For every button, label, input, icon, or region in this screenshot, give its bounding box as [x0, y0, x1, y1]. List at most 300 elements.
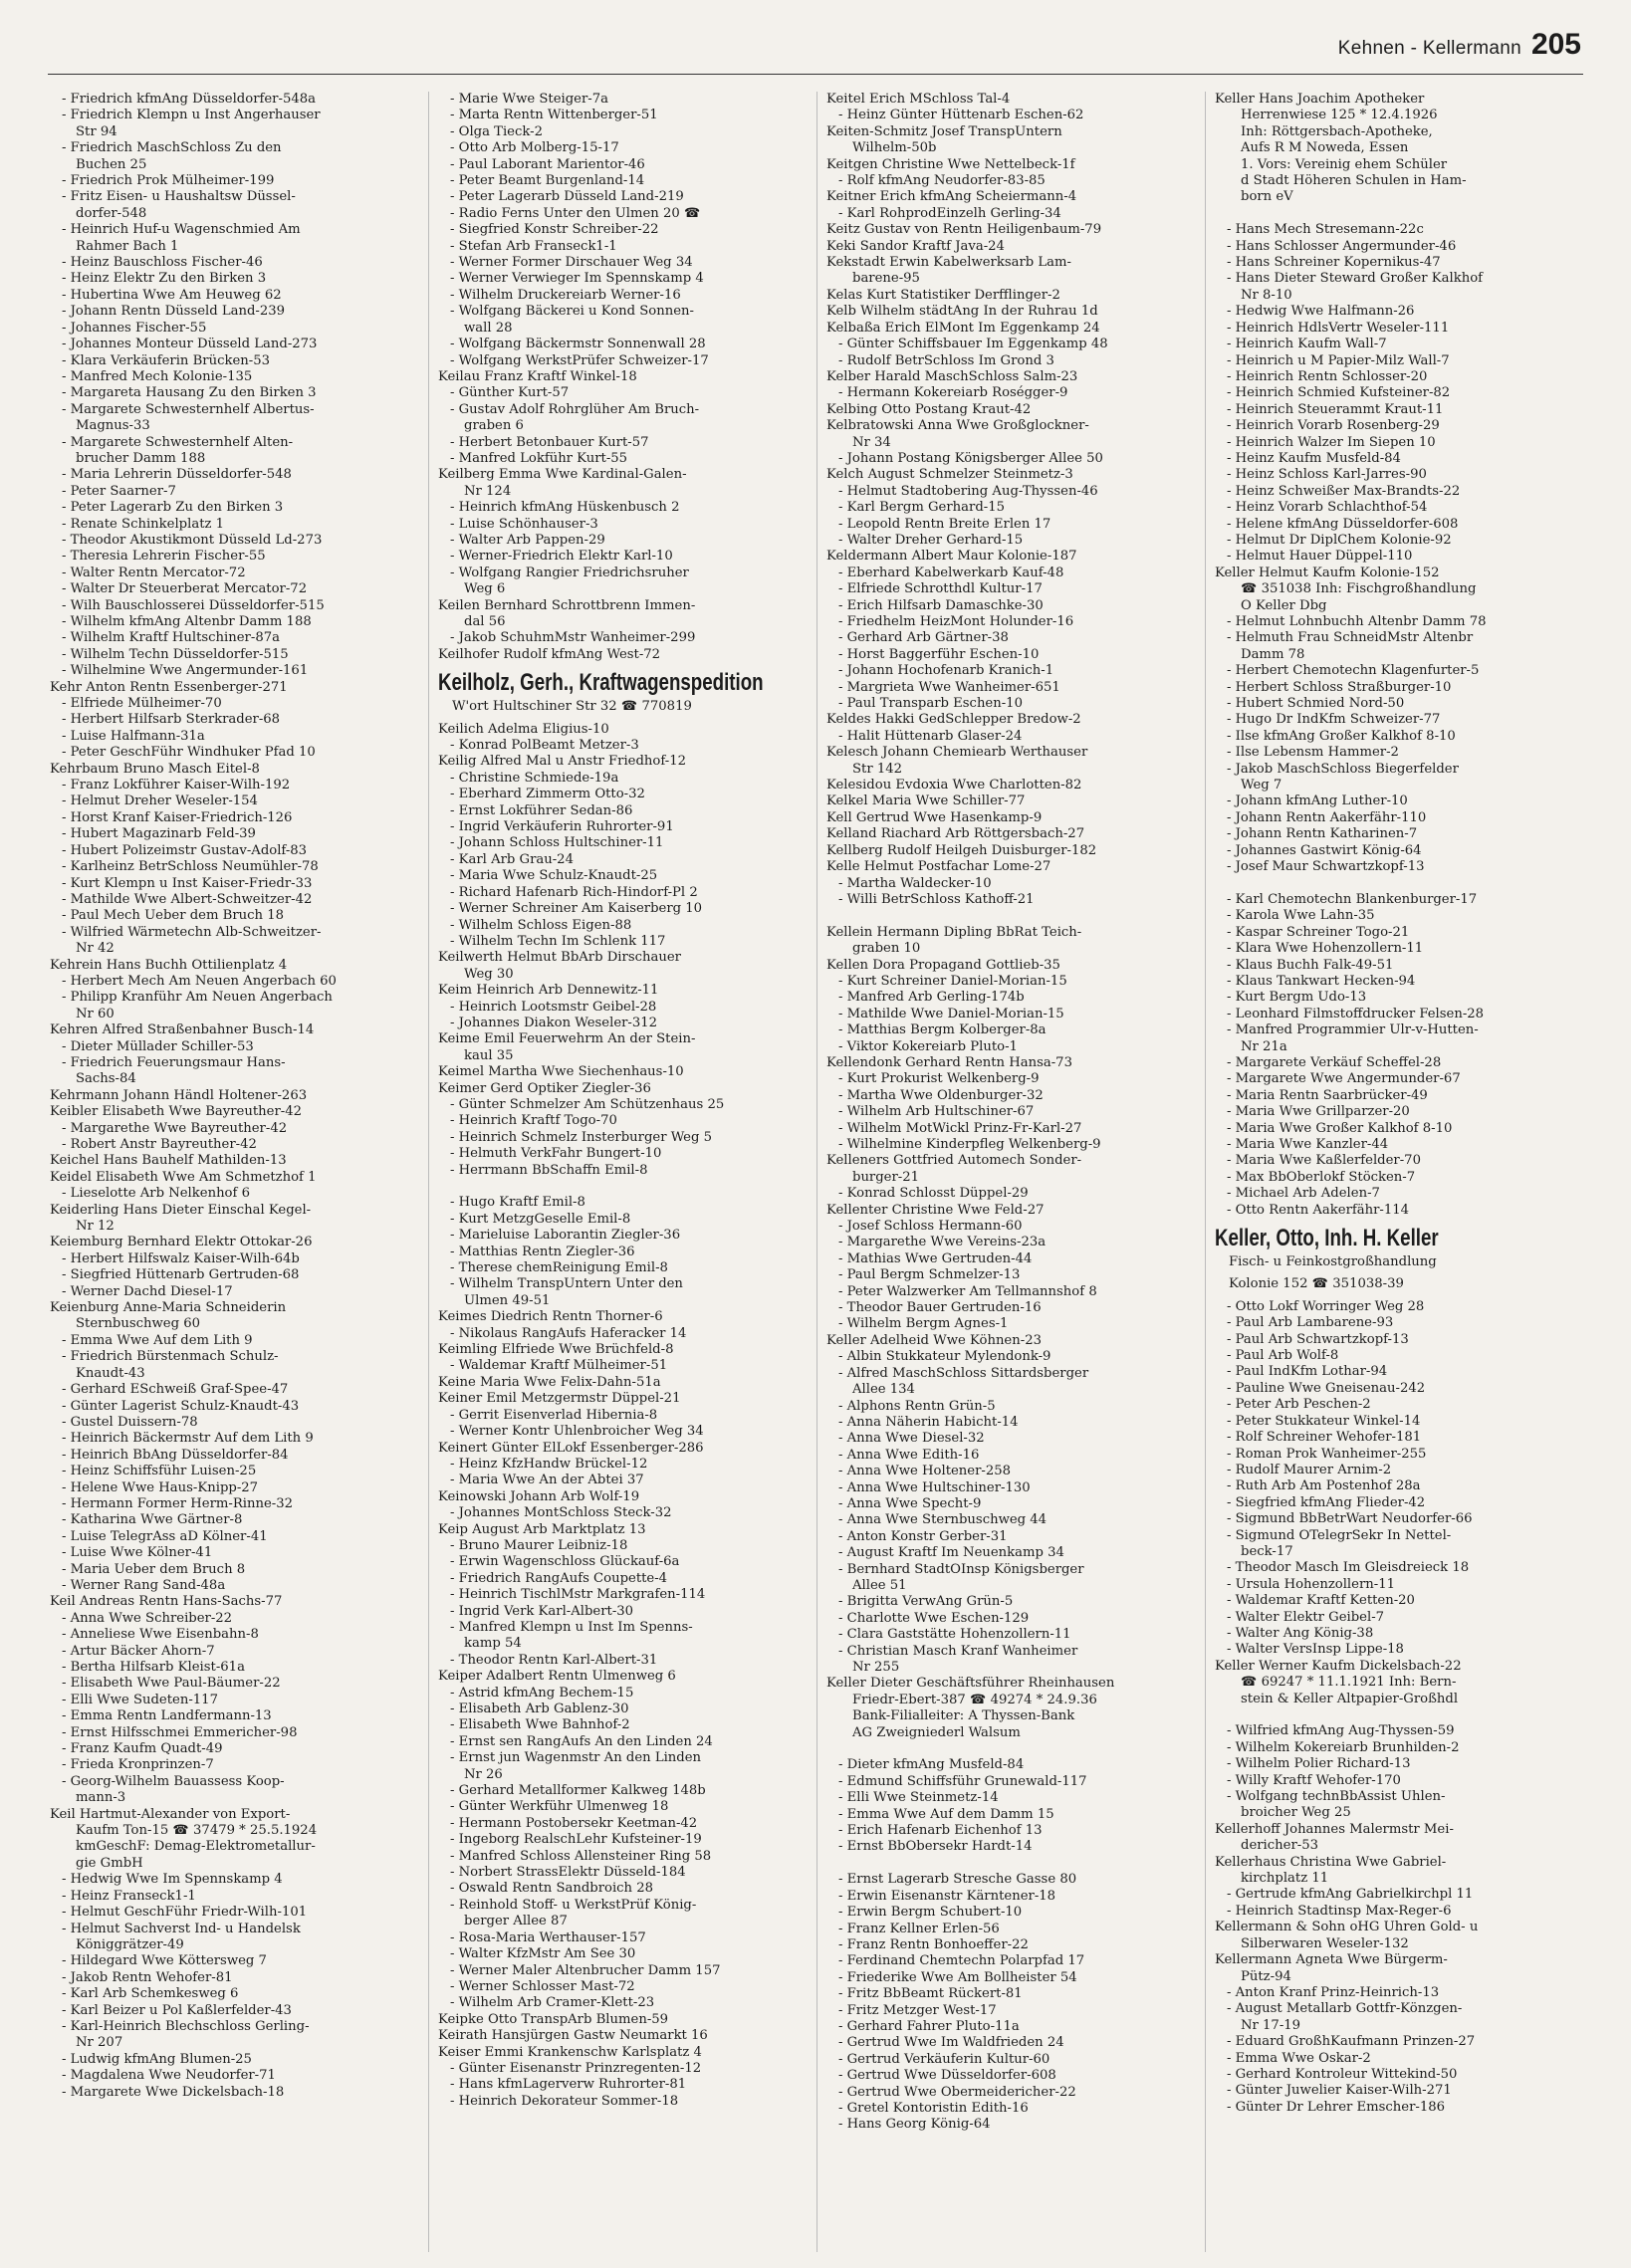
directory-subentry: - Jakob SchuhmMstr Wanheimer-299: [450, 630, 696, 646]
directory-subentry: - Wilhelm MotWickl Prinz-Fr-Karl-27: [838, 1120, 1082, 1136]
entry-continuation: dal 56: [464, 614, 506, 629]
directory-subentry: - Günter Dr Lehrer Emscher-186: [1227, 2099, 1446, 2115]
directory-subentry: - Gertrud Wwe Im Waldfrieden 24: [838, 2035, 1064, 2051]
header-name-range: Kehnen - Kellermann: [1337, 38, 1521, 59]
directory-subentry: - Rosa-Maria Werthauser-157: [450, 1929, 646, 1945]
directory-subentry: - Mathilde Wwe Daniel-Morian-15: [838, 1006, 1064, 1021]
directory-subentry: - Karl Bergm Gerhard-15: [838, 500, 1005, 516]
directory-subentry: - Robert Anstr Bayreuther-42: [62, 1137, 257, 1152]
directory-subentry: - Hans kfmLagerverw Ruhrorter-81: [450, 2077, 687, 2093]
directory-subentry: - Walter Rentn Mercator-72: [62, 565, 246, 580]
entry-continuation: Rahmer Bach 1: [76, 238, 179, 254]
directory-subentry: - Martha Wwe Oldenburger-32: [838, 1087, 1044, 1103]
directory-subentry: - Siegfried Konstr Schreiber-22: [450, 222, 659, 238]
directory-subentry: - Elli Wwe Sudeten-117: [62, 1692, 218, 1707]
directory-subentry: - Ingrid Verk Karl-Albert-30: [450, 1603, 634, 1619]
directory-subentry: - Manfred Schloss Allensteiner Ring 58: [450, 1848, 712, 1864]
directory-subentry: - Viktor Kokereiarb Pluto-1: [838, 1038, 1018, 1054]
directory-subentry: - Waldemar Kraftf Mülheimer-51: [450, 1358, 668, 1374]
directory-subentry: - Maria Lehrerin Düsseldorfer-548: [62, 467, 292, 483]
directory-subentry: - Anna Näherin Habicht-14: [838, 1414, 1019, 1430]
directory-subentry: - Wolfgang technBbAssist Uhlen-: [1227, 1789, 1446, 1805]
directory-subentry: - Peter Beamt Burgenland-14: [450, 173, 645, 189]
entry-continuation: ☎ 351038 Inh: Fischgroßhandlung: [1241, 581, 1477, 597]
directory-subentry: - Herbert Mech Am Neuen Angerbach 60: [62, 973, 337, 989]
entry-continuation: Allee 134: [852, 1382, 915, 1398]
entry-continuation: gie GmbH: [76, 1855, 143, 1871]
directory-subentry: - Wilhelm Arb Cramer-Klett-23: [450, 1995, 655, 2011]
entry-spacer: [438, 1179, 807, 1195]
directory-subentry: - Helmut Sachverst Ind- u Handelsk: [62, 1921, 301, 1936]
directory-entry: Kellermann Agneta Wwe Bürgerm-: [1215, 1952, 1448, 1968]
directory-entry: Keienburg Anne-Maria Schneiderin: [50, 1300, 287, 1316]
directory-subentry: - Helmut Lohnbuchh Altenbr Damm 78: [1227, 614, 1487, 629]
directory-entry: Keimer Gerd Optiker Ziegler-36: [438, 1080, 651, 1096]
entry-spacer: [1215, 1707, 1583, 1723]
directory-subentry: - Franz Kaufm Quadt-49: [62, 1741, 223, 1757]
directory-subentry: - Wilhelmine Wwe Angermunder-161: [62, 663, 309, 679]
directory-subentry: - Helmut Dr DiplChem Kolonie-92: [1227, 532, 1452, 548]
directory-subentry: - Anna Wwe Edith-16: [838, 1447, 980, 1463]
directory-subentry: - Richard Hafenarb Rich-Hindorf-Pl 2: [450, 884, 698, 900]
directory-subentry: - Siegfried kfmAng Flieder-42: [1227, 1494, 1426, 1510]
directory-subentry: - Johann kfmAng Luther-10: [1227, 794, 1408, 809]
directory-entry: Kelesidou Evdoxia Wwe Charlotten-82: [826, 778, 1082, 794]
directory-subentry: - Wilhelm Druckereiarb Werner-16: [450, 287, 681, 303]
entry-continuation: Sachs-84: [76, 1071, 136, 1087]
directory-subentry: - Johannes Monteur Düsseld Land-273: [62, 337, 318, 352]
directory-subentry: - Friedrich Klempn u Inst Angerhauser: [62, 108, 321, 123]
directory-subentry: - Rolf Schreiner Wehofer-181: [1227, 1430, 1422, 1446]
directory-subentry: - Heinrich Kaufm Wall-7: [1227, 337, 1387, 352]
directory-entry: Kelkel Maria Wwe Schiller-77: [826, 794, 1026, 809]
directory-subentry: - Heinrich BbAng Düsseldorfer-84: [62, 1447, 289, 1463]
entry-continuation: graben 6: [464, 418, 524, 434]
directory-subentry: - Margareta Hausang Zu den Birken 3: [62, 385, 317, 401]
directory-subentry: - Oswald Rentn Sandbroich 28: [450, 1881, 654, 1897]
entry-continuation: Silberwaren Weseler-132: [1241, 1935, 1409, 1951]
directory-subentry: - Johann Postang Königsberger Allee 50: [838, 450, 1103, 466]
directory-subentry: - Theodor Rentn Karl-Albert-31: [450, 1652, 658, 1668]
directory-subentry: - Karl Arb Schemkesweg 6: [62, 1986, 239, 2002]
directory-subentry: - Dieter Müllader Schiller-53: [62, 1038, 254, 1054]
directory-subentry: - Matthias Rentn Ziegler-36: [450, 1244, 635, 1259]
directory-subentry: - Kaspar Schreiner Togo-21: [1227, 924, 1410, 940]
directory-subentry: - Hubert Polizeimstr Gustav-Adolf-83: [62, 842, 308, 858]
directory-subentry: - Rolf kfmAng Neudorfer-83-85: [838, 173, 1046, 189]
directory-subentry: - Nikolaus RangAufs Haferacker 14: [450, 1325, 687, 1341]
directory-subentry: - August Kraftf Im Neuenkamp 34: [838, 1545, 1064, 1561]
directory-subentry: - Otto Arb Molberg-15-17: [450, 140, 619, 156]
entry-spacer: [826, 1741, 1195, 1757]
directory-subentry: - Rudolf Maurer Arnim-2: [1227, 1462, 1392, 1477]
directory-subentry: - Günter Eisenanstr Prinzregenten-12: [450, 2060, 702, 2076]
directory-subentry: - Anna Wwe Holtener-258: [838, 1464, 1012, 1479]
entry-continuation: Nr 12: [76, 1219, 115, 1235]
directory-subentry: - Ludwig kfmAng Blumen-25: [62, 2051, 252, 2067]
directory-subentry: - Renate Schinkelplatz 1: [62, 516, 225, 532]
directory-entry: Keipke Otto TranspArb Blumen-59: [438, 2011, 669, 2027]
directory-subentry: - Maria Wwe An der Abtei 37: [450, 1473, 644, 1488]
directory-subentry: - Friedrich RangAufs Coupette-4: [450, 1570, 668, 1586]
directory-subentry: - Willy Kraftf Wehofer-170: [1227, 1772, 1401, 1788]
directory-subentry: - Wolfgang Bäckermstr Sonnenwall 28: [450, 337, 706, 352]
directory-subentry: - Ernst Hilfsschmei Emmericher-98: [62, 1724, 298, 1740]
directory-subentry: - Matthias Bergm Kolberger-8a: [838, 1022, 1047, 1038]
entry-continuation: Str 94: [76, 123, 117, 139]
directory-subentry: - Maria Wwe Schulz-Knaudt-25: [450, 868, 658, 884]
directory-subentry: - Maria Wwe Kaßlerfelder-70: [1227, 1153, 1421, 1169]
entry-continuation: ☎ 69247 * 11.1.1921 Inh: Bern-: [1241, 1675, 1457, 1691]
directory-subentry: - Karlheinz BetrSchloss Neumühler-78: [62, 859, 319, 875]
directory-subentry: - Heinrich Lootsmstr Geibel-28: [450, 999, 657, 1015]
directory-subentry: - Peter Stukkateur Winkel-14: [1227, 1413, 1421, 1429]
directory-subentry: - Max BbOberlokf Stöcken-7: [1227, 1169, 1416, 1185]
directory-subentry: - Hubertina Wwe Am Heuweg 62: [62, 287, 282, 303]
directory-subentry: - Gerhard Fahrer Pluto-11a: [838, 2018, 1020, 2034]
entry-continuation: stein & Keller Altpapier-Großhdl: [1241, 1691, 1459, 1706]
directory-entry: Kellerhaus Christina Wwe Gabriel-: [1215, 1854, 1447, 1870]
directory-subentry: - Theodor Bauer Gertruden-16: [838, 1300, 1042, 1316]
directory-entry: Keiner Emil Metzgermstr Düppel-21: [438, 1391, 681, 1407]
directory-subentry: - Heinrich Kraftf Togo-70: [450, 1113, 617, 1129]
directory-entry: Keitgen Christine Wwe Nettelbeck-1f: [826, 156, 1075, 172]
directory-entry: Kelb Wilhelm städtAng In der Ruhrau 1d: [826, 304, 1098, 320]
directory-subentry: - Johann Hochofenarb Kranich-1: [838, 663, 1054, 679]
directory-subentry: - Ernst jun Wagenmstr An den Linden: [450, 1750, 702, 1766]
directory-subentry: - Walter Arb Pappen-29: [450, 532, 605, 548]
directory-entry: Keiser Emmi Krankenschw Karlsplatz 4: [438, 2044, 702, 2060]
directory-entry: Keller Helmut Kaufm Kolonie-152: [1215, 565, 1440, 580]
entry-continuation: dorfer-548: [76, 205, 147, 221]
directory-subentry: - Heinrich kfmAng Hüskenbusch 2: [450, 500, 680, 516]
directory-entry: Keirath Hansjürgen Gastw Neumarkt 16: [438, 2028, 708, 2044]
entry-continuation: Magnus-33: [76, 418, 150, 434]
directory-subentry: - Werner Dachd Diesel-17: [62, 1283, 233, 1299]
directory-entry: Keilen Bernhard Schrottbrenn Immen-: [438, 597, 696, 613]
directory-subentry: - Günter Juwelier Kaiser-Wilh-271: [1227, 2083, 1452, 2099]
directory-subentry: - Wilfried kfmAng Aug-Thyssen-59: [1227, 1723, 1455, 1739]
directory-entry: Keil Andreas Rentn Hans-Sachs-77: [50, 1594, 283, 1610]
directory-subentry: - Emma Wwe Auf dem Lith 9: [62, 1332, 253, 1348]
directory-subentry: - Margarethe Wwe Vereins-23a: [838, 1235, 1047, 1250]
directory-subentry: - Gerhard Kontroleur Wittekind-50: [1227, 2066, 1458, 2082]
directory-entry: Kelle Helmut Postfachar Lome-27: [826, 859, 1051, 875]
directory-subentry: - Manfred Lokführ Kurt-55: [450, 450, 628, 466]
directory-subentry: - Herbert Betonbauer Kurt-57: [450, 434, 649, 450]
directory-subentry: - Gustel Duissern-78: [62, 1414, 198, 1430]
directory-subentry: - Peter Lagerarb Düsseld Land-219: [450, 189, 684, 205]
directory-subentry: - Herbert Hilfswalz Kaiser-Wilh-64b: [62, 1250, 300, 1266]
directory-subentry: - Anna Wwe Sternbuschweg 44: [838, 1512, 1048, 1528]
directory-subentry: - Walter KfzMstr Am See 30: [450, 1946, 636, 1962]
directory-subentry: - Friedrich kfmAng Düsseldorfer-548a: [62, 92, 316, 107]
directory-subentry: - Theodor Akustikmont Düsseld Ld-273: [62, 532, 323, 548]
directory-subentry: - Therese chemReinigung Emil-8: [450, 1260, 668, 1276]
directory-subentry: - Erwin Eisenanstr Kärntener-18: [838, 1888, 1056, 1904]
directory-subentry: - Wilh Bauschlosserei Düsseldorfer-515: [62, 597, 325, 613]
directory-subentry: - Sigmund OTelegrSekr In Nettel-: [1227, 1527, 1452, 1543]
entry-continuation: AG Zweigniederl Walsum: [852, 1724, 1021, 1740]
directory-subentry: - Paul Arb Wolf-8: [1227, 1348, 1339, 1364]
entry-continuation: Sternbuschweg 60: [76, 1316, 201, 1332]
entry-continuation: kmGeschF: Demag-Elektrometallur-: [76, 1839, 316, 1855]
directory-subentry: - Margrieta Wwe Wanheimer-651: [838, 679, 1060, 695]
directory-subentry: - Wilhelm kfmAng Altenbr Damm 188: [62, 614, 312, 629]
directory-subentry: - Helene Wwe Haus-Knipp-27: [62, 1479, 259, 1495]
entry-continuation: Inh: Röttgersbach-Apotheke,: [1241, 123, 1433, 139]
directory-subentry: - Helmuth Frau SchneidMstr Altenbr: [1227, 630, 1474, 646]
directory-subentry: - Heinrich HdlsVertr Weseler-111: [1227, 320, 1450, 336]
entry-continuation: Nr 60: [76, 1006, 115, 1021]
directory-entry: Kell Gertrud Wwe Hasenkamp-9: [826, 809, 1043, 825]
directory-subentry: - Heinz Vorarb Schlachthof-54: [1227, 500, 1428, 516]
directory-entry: Keidel Elisabeth Wwe Am Schmetzhof 1: [50, 1169, 317, 1185]
directory-column-3: [826, 92, 1195, 2252]
directory-subentry: - Ingrid Verkäuferin Ruhrorter-91: [450, 819, 674, 835]
directory-subentry: - Helmut Hauer Düppel-110: [1227, 549, 1413, 565]
directory-subentry: - Heinrich Bäckermstr Auf dem Lith 9: [62, 1431, 314, 1447]
directory-subentry: - Wilhelm Kraftf Hultschiner-87a: [62, 630, 280, 646]
directory-subentry: - Fritz BbBeamt Rückert-81: [838, 1986, 1023, 2002]
directory-subentry: - Artur Bäcker Ahorn-7: [62, 1643, 215, 1659]
directory-subentry: - Friedhelm HeizMont Holunder-16: [838, 614, 1074, 629]
entry-continuation: Nr 21a: [1241, 1038, 1287, 1054]
entry-continuation: Buchen 25: [76, 156, 147, 172]
directory-subentry: - Herbert Chemotechn Klagenfurter-5: [1227, 663, 1480, 679]
directory-subentry: - Wilhelmine Kinderpfleg Welkenberg-9: [838, 1137, 1101, 1152]
directory-subentry: - Maria Wwe Großer Kalkhof 8-10: [1227, 1120, 1453, 1136]
directory-subentry: - Heinz Schiffsführ Luisen-25: [62, 1464, 257, 1479]
directory-subentry: - Karl RohprodEinzelh Gerling-34: [838, 205, 1061, 221]
entry-continuation: Allee 51: [852, 1577, 907, 1593]
directory-subentry: - Frieda Kronprinzen-7: [62, 1757, 214, 1773]
directory-subentry: - Helmut Stadtobering Aug-Thyssen-46: [838, 483, 1098, 499]
directory-subentry: - Sigmund BbBetrWart Neudorfer-66: [1227, 1511, 1473, 1527]
directory-subentry: - Emma Wwe Auf dem Damm 15: [838, 1806, 1054, 1822]
directory-subentry: - Gertrude kfmAng Gabrielkirchpl 11: [1227, 1887, 1474, 1903]
directory-subentry: - Werner Verwieger Im Spennskamp 4: [450, 271, 704, 287]
directory-entry: Kellein Hermann Dipling BbRat Teich-: [826, 924, 1082, 940]
directory-entry: Keller Werner Kaufm Dickelsbach-22: [1215, 1658, 1462, 1674]
directory-subentry: - Karl Beizer u Pol Kaßlerfelder-43: [62, 2002, 292, 2018]
directory-subentry: - Paul Laborant Marientor-46: [450, 156, 645, 172]
directory-subentry: - Helene kfmAng Düsseldorfer-608: [1227, 516, 1459, 532]
directory-subentry: - Hubert Magazinarb Feld-39: [62, 826, 256, 842]
directory-subentry: - Anna Wwe Schreiber-22: [62, 1610, 233, 1626]
entry-continuation: wall 28: [464, 320, 513, 336]
entry-continuation: kaul 35: [464, 1047, 514, 1063]
directory-subentry: - Franz Kellner Erlen-56: [838, 1921, 1000, 1936]
entry-continuation: Weg 7: [1241, 778, 1282, 794]
directory-subentry: - Klaus Buchh Falk-49-51: [1227, 957, 1394, 973]
directory-entry: Keitner Erich kfmAng Scheiermann-4: [826, 189, 1077, 205]
directory-subentry: - Hedwig Wwe Im Spennskamp 4: [62, 1872, 283, 1888]
directory-subentry: - Margarete Wwe Angermunder-67: [1227, 1071, 1461, 1087]
directory-subentry: - Luise Wwe Kölner-41: [62, 1545, 213, 1561]
directory-subentry: - Ernst Lokführer Sedan-86: [450, 802, 633, 818]
directory-subentry: - Erich Hilfsarb Damaschke-30: [838, 597, 1044, 613]
directory-subentry: - Astrid kfmAng Bechem-15: [450, 1685, 634, 1701]
directory-entry: Keinert Günter ElLokf Essenberger-286: [438, 1440, 704, 1456]
directory-subentry: - Friedrich Feuerungsmaur Hans-: [62, 1054, 286, 1070]
directory-subentry: - Peter Saarner-7: [62, 483, 176, 499]
directory-subentry: - Werner Kontr Uhlenbroicher Weg 34: [450, 1424, 704, 1440]
entry-continuation: broicher Weg 25: [1241, 1805, 1351, 1821]
directory-subentry: - Katharina Wwe Gärtner-8: [62, 1512, 243, 1528]
entry-spacer: [826, 1856, 1195, 1872]
directory-entry: Kellberg Rudolf Heilgeh Duisburger-182: [826, 842, 1097, 858]
directory-subentry: - Kurt Schreiner Daniel-Morian-15: [838, 973, 1067, 989]
directory-subentry: - Manfred Programmier Ulr-v-Hutten-: [1227, 1022, 1479, 1038]
entry-spacer: [1215, 876, 1583, 892]
directory-entry: Kelch August Schmelzer Steinmetz-3: [826, 467, 1073, 483]
entry-continuation: d Stadt Höheren Schulen in Ham-: [1241, 173, 1467, 189]
directory-subentry: - Friedrich Bürstenmach Schulz-: [62, 1349, 279, 1365]
directory-subentry: - Werner Schlosser Mast-72: [450, 1978, 635, 1994]
directory-entry: Kehrbaum Bruno Masch Eitel-8: [50, 761, 260, 777]
directory-subentry: - Mathilde Wwe Albert-Schweitzer-42: [62, 891, 313, 907]
directory-subentry: - Günter Lagerist Schulz-Knaudt-43: [62, 1398, 300, 1414]
directory-subentry: - Heinz Bauschloss Fischer-46: [62, 255, 263, 271]
directory-subentry: - Gertrud Verkäuferin Kultur-60: [838, 2051, 1050, 2067]
directory-subentry: - Paul Bergm Schmelzer-13: [838, 1267, 1021, 1283]
directory-subentry: - Margarethe Wwe Bayreuther-42: [62, 1120, 288, 1136]
directory-entry: Kelleners Gottfried Automech Sonder-: [826, 1153, 1082, 1169]
entry-continuation: Str 142: [852, 761, 903, 777]
entry-continuation: Knaudt-43: [76, 1365, 145, 1381]
entry-continuation: Herrenwiese 125 * 12.4.1926: [1241, 108, 1438, 123]
directory-subentry: - Paul Mech Ueber dem Bruch 18: [62, 908, 285, 924]
directory-subentry: - Helmuth VerkFahr Bungert-10: [450, 1146, 662, 1162]
directory-entry: Kelas Kurt Statistiker Derfflinger-2: [826, 287, 1060, 303]
entry-continuation: brucher Damm 188: [76, 450, 206, 466]
directory-subentry: - Anneliese Wwe Eisenbahn-8: [62, 1627, 259, 1643]
directory-subentry: - Hans Schreiner Kopernikus-47: [1227, 255, 1441, 271]
directory-subentry: - Heinrich Steuerammt Kraut-11: [1227, 401, 1444, 417]
directory-subentry: - Josef Schloss Hermann-60: [838, 1219, 1023, 1235]
directory-subentry: - Margarete Verkäuf Scheffel-28: [1227, 1054, 1442, 1070]
directory-subentry: - Kurt Prokurist Welkenberg-9: [838, 1071, 1040, 1087]
entry-continuation: Ulmen 49-51: [464, 1292, 551, 1308]
directory-subentry: - Heinrich Vorarb Rosenberg-29: [1227, 418, 1440, 434]
entry-continuation: Wilhelm-50b: [852, 140, 937, 156]
directory-subentry: - Leonhard Filmstoffdrucker Felsen-28: [1227, 1006, 1485, 1021]
page-number: 205: [1530, 28, 1581, 61]
directory-entry: Kellendonk Gerhard Rentn Hansa-73: [826, 1054, 1072, 1070]
page-header: [1338, 28, 1581, 62]
directory-subentry: - Wilfried Wärmetechn Alb-Schweitzer-: [62, 924, 322, 940]
directory-subentry: - Albin Stukkateur Mylendonk-9: [838, 1349, 1051, 1365]
directory-subentry: - Paul IndKfm Lothar-94: [1227, 1364, 1388, 1380]
directory-subentry: - Edmund Schiffsführ Grunewald-117: [838, 1773, 1087, 1789]
directory-subentry: - Brigitta VerwAng Grün-5: [838, 1594, 1014, 1610]
entry-continuation: Friedr-Ebert-387 ☎ 49274 * 24.9.36: [852, 1692, 1097, 1707]
entry-continuation: Nr 34: [852, 434, 891, 450]
directory-subentry: - Heinz Kaufm Musfeld-84: [1227, 450, 1401, 466]
directory-subentry: - Heinrich Rentn Schlosser-20: [1227, 368, 1428, 384]
directory-subentry: - Günther Kurt-57: [450, 385, 570, 401]
directory-subentry: - Elisabeth Wwe Paul-Bäumer-22: [62, 1676, 281, 1692]
directory-entry: Keitz Gustav von Rentn Heiligenbaum-79: [826, 222, 1102, 238]
directory-entry: Keinowski Johann Arb Wolf-19: [438, 1488, 640, 1504]
directory-subentry: - Magdalena Wwe Neudorfer-71: [62, 2068, 276, 2084]
entry-continuation: barene-95: [852, 271, 920, 287]
directory-subentry: - Kurt Klempn u Inst Kaiser-Friedr-33: [62, 875, 313, 891]
directory-subentry: - Charlotte Wwe Eschen-129: [838, 1610, 1030, 1626]
directory-entry: Kellenter Christine Wwe Feld-27: [826, 1202, 1045, 1218]
directory-entry: Kelesch Johann Chemiearb Werthauser: [826, 745, 1088, 761]
directory-subentry: - Walter Elektr Geibel-7: [1227, 1609, 1385, 1625]
directory-entry: Keller Hans Joachim Apotheker: [1215, 92, 1425, 107]
directory-subentry: - Hermann Postobersekr Keetman-42: [450, 1815, 698, 1831]
entry-continuation: Nr 255: [852, 1660, 900, 1675]
directory-subentry: - Bruno Maurer Leibniz-18: [450, 1537, 628, 1553]
directory-entry: Keilig Alfred Mal u Anstr Friedhof-12: [438, 754, 686, 770]
directory-subentry: - Heinrich TischlMstr Markgrafen-114: [450, 1587, 706, 1603]
directory-subentry: - Martha Waldecker-10: [838, 875, 992, 891]
directory-subentry: - Hedwig Wwe Halfmann-26: [1227, 304, 1415, 320]
entry-continuation: 1. Vors: Vereinig ehem Schüler: [1241, 156, 1448, 172]
directory-subentry: - Reinhold Stoff- u WerkstPrüf König-: [450, 1897, 697, 1913]
directory-entry: Keilberg Emma Wwe Kardinal-Galen-: [438, 467, 687, 483]
directory-subentry: - Heinrich Walzer Im Siepen 10: [1227, 434, 1436, 450]
entry-continuation: Kaufm Ton-15 ☎ 37479 * 25.5.1924: [76, 1823, 318, 1839]
directory-subentry: - Heinz KfzHandw Brückel-12: [450, 1456, 648, 1472]
directory-entry: Keldermann Albert Maur Kolonie-187: [826, 549, 1077, 565]
directory-entry: Keiderling Hans Dieter Einschal Kegel-: [50, 1202, 312, 1218]
directory-subentry: - Friedrich Prok Mülheimer-199: [62, 173, 275, 189]
directory-subentry: - Eberhard Zimmerm Otto-32: [450, 787, 645, 802]
directory-entry: Keiten-Schmitz Josef TranspUntern: [826, 123, 1062, 139]
directory-entry: Kekstadt Erwin Kabelwerksarb Lam-: [826, 255, 1071, 271]
directory-subentry: - Elfriede Mülheimer-70: [62, 696, 222, 712]
directory-subentry: - Emma Wwe Oskar-2: [1227, 2050, 1371, 2066]
directory-subentry: - Heinrich Schmied Kufsteiner-82: [1227, 385, 1451, 401]
directory-subentry: - Konrad PolBeamt Metzer-3: [450, 738, 639, 754]
directory-entry: Keldes Hakki GedSchlepper Bredow-2: [826, 712, 1081, 728]
entry-continuation: Nr 42: [76, 941, 115, 957]
directory-subentry: - Heinrich u M Papier-Milz Wall-7: [1227, 352, 1450, 368]
directory-subentry: - Franz Lokführer Kaiser-Wilh-192: [62, 778, 291, 794]
directory-subentry: - Maria Ueber dem Bruch 8: [62, 1561, 246, 1577]
directory-subentry: - Georg-Wilhelm Bauassess Koop-: [62, 1773, 285, 1789]
directory-subentry: - Maria Rentn Saarbrücker-49: [1227, 1087, 1428, 1103]
directory-subentry: - Alfred MaschSchloss Sittardsberger: [838, 1365, 1089, 1381]
entry-continuation: Nr 8-10: [1241, 287, 1292, 303]
directory-entry: Keimling Elfriede Wwe Brüchfeld-8: [438, 1342, 674, 1358]
directory-subentry: - Hans Georg König-64: [838, 2117, 991, 2133]
directory-subentry: - Walter Dreher Gerhard-15: [838, 532, 1024, 548]
directory-subentry: - Bertha Hilfsarb Kleist-61a: [62, 1660, 245, 1675]
entry-continuation: Weg 6: [464, 581, 506, 597]
directory-subentry: - Elisabeth Arb Gablenz-30: [450, 1701, 629, 1716]
directory-subentry: - Mathias Wwe Gertruden-44: [838, 1250, 1033, 1266]
directory-entry: Keller Dieter Geschäftsführer Rheinhausen: [826, 1676, 1115, 1692]
directory-subentry: - Lieselotte Arb Nelkenhof 6: [62, 1186, 250, 1202]
directory-subentry: - Ingeborg RealschLehr Kufsteiner-19: [450, 1832, 702, 1848]
directory-column-1: [50, 92, 418, 2252]
directory-subentry: - Werner-Friedrich Elektr Karl-10: [450, 549, 673, 565]
directory-subentry: - Anton Konstr Gerber-31: [838, 1528, 1008, 1544]
directory-subentry: - Margarete Schwesternhelf Alten-: [62, 434, 294, 450]
directory-subentry: - Anna Wwe Specht-9: [838, 1495, 982, 1511]
directory-subentry: - Wolfgang Rangier Friedrichsruher: [450, 565, 689, 580]
directory-subentry: - Peter Lagerarb Zu den Birken 3: [62, 500, 284, 516]
directory-subentry: - Fritz Eisen- u Haushaltsw Düssel-: [62, 189, 296, 205]
directory-subentry: - Elisabeth Wwe Bahnhof-2: [450, 1717, 630, 1733]
directory-subentry: - Heinz Schweißer Max-Brandts-22: [1227, 483, 1461, 499]
